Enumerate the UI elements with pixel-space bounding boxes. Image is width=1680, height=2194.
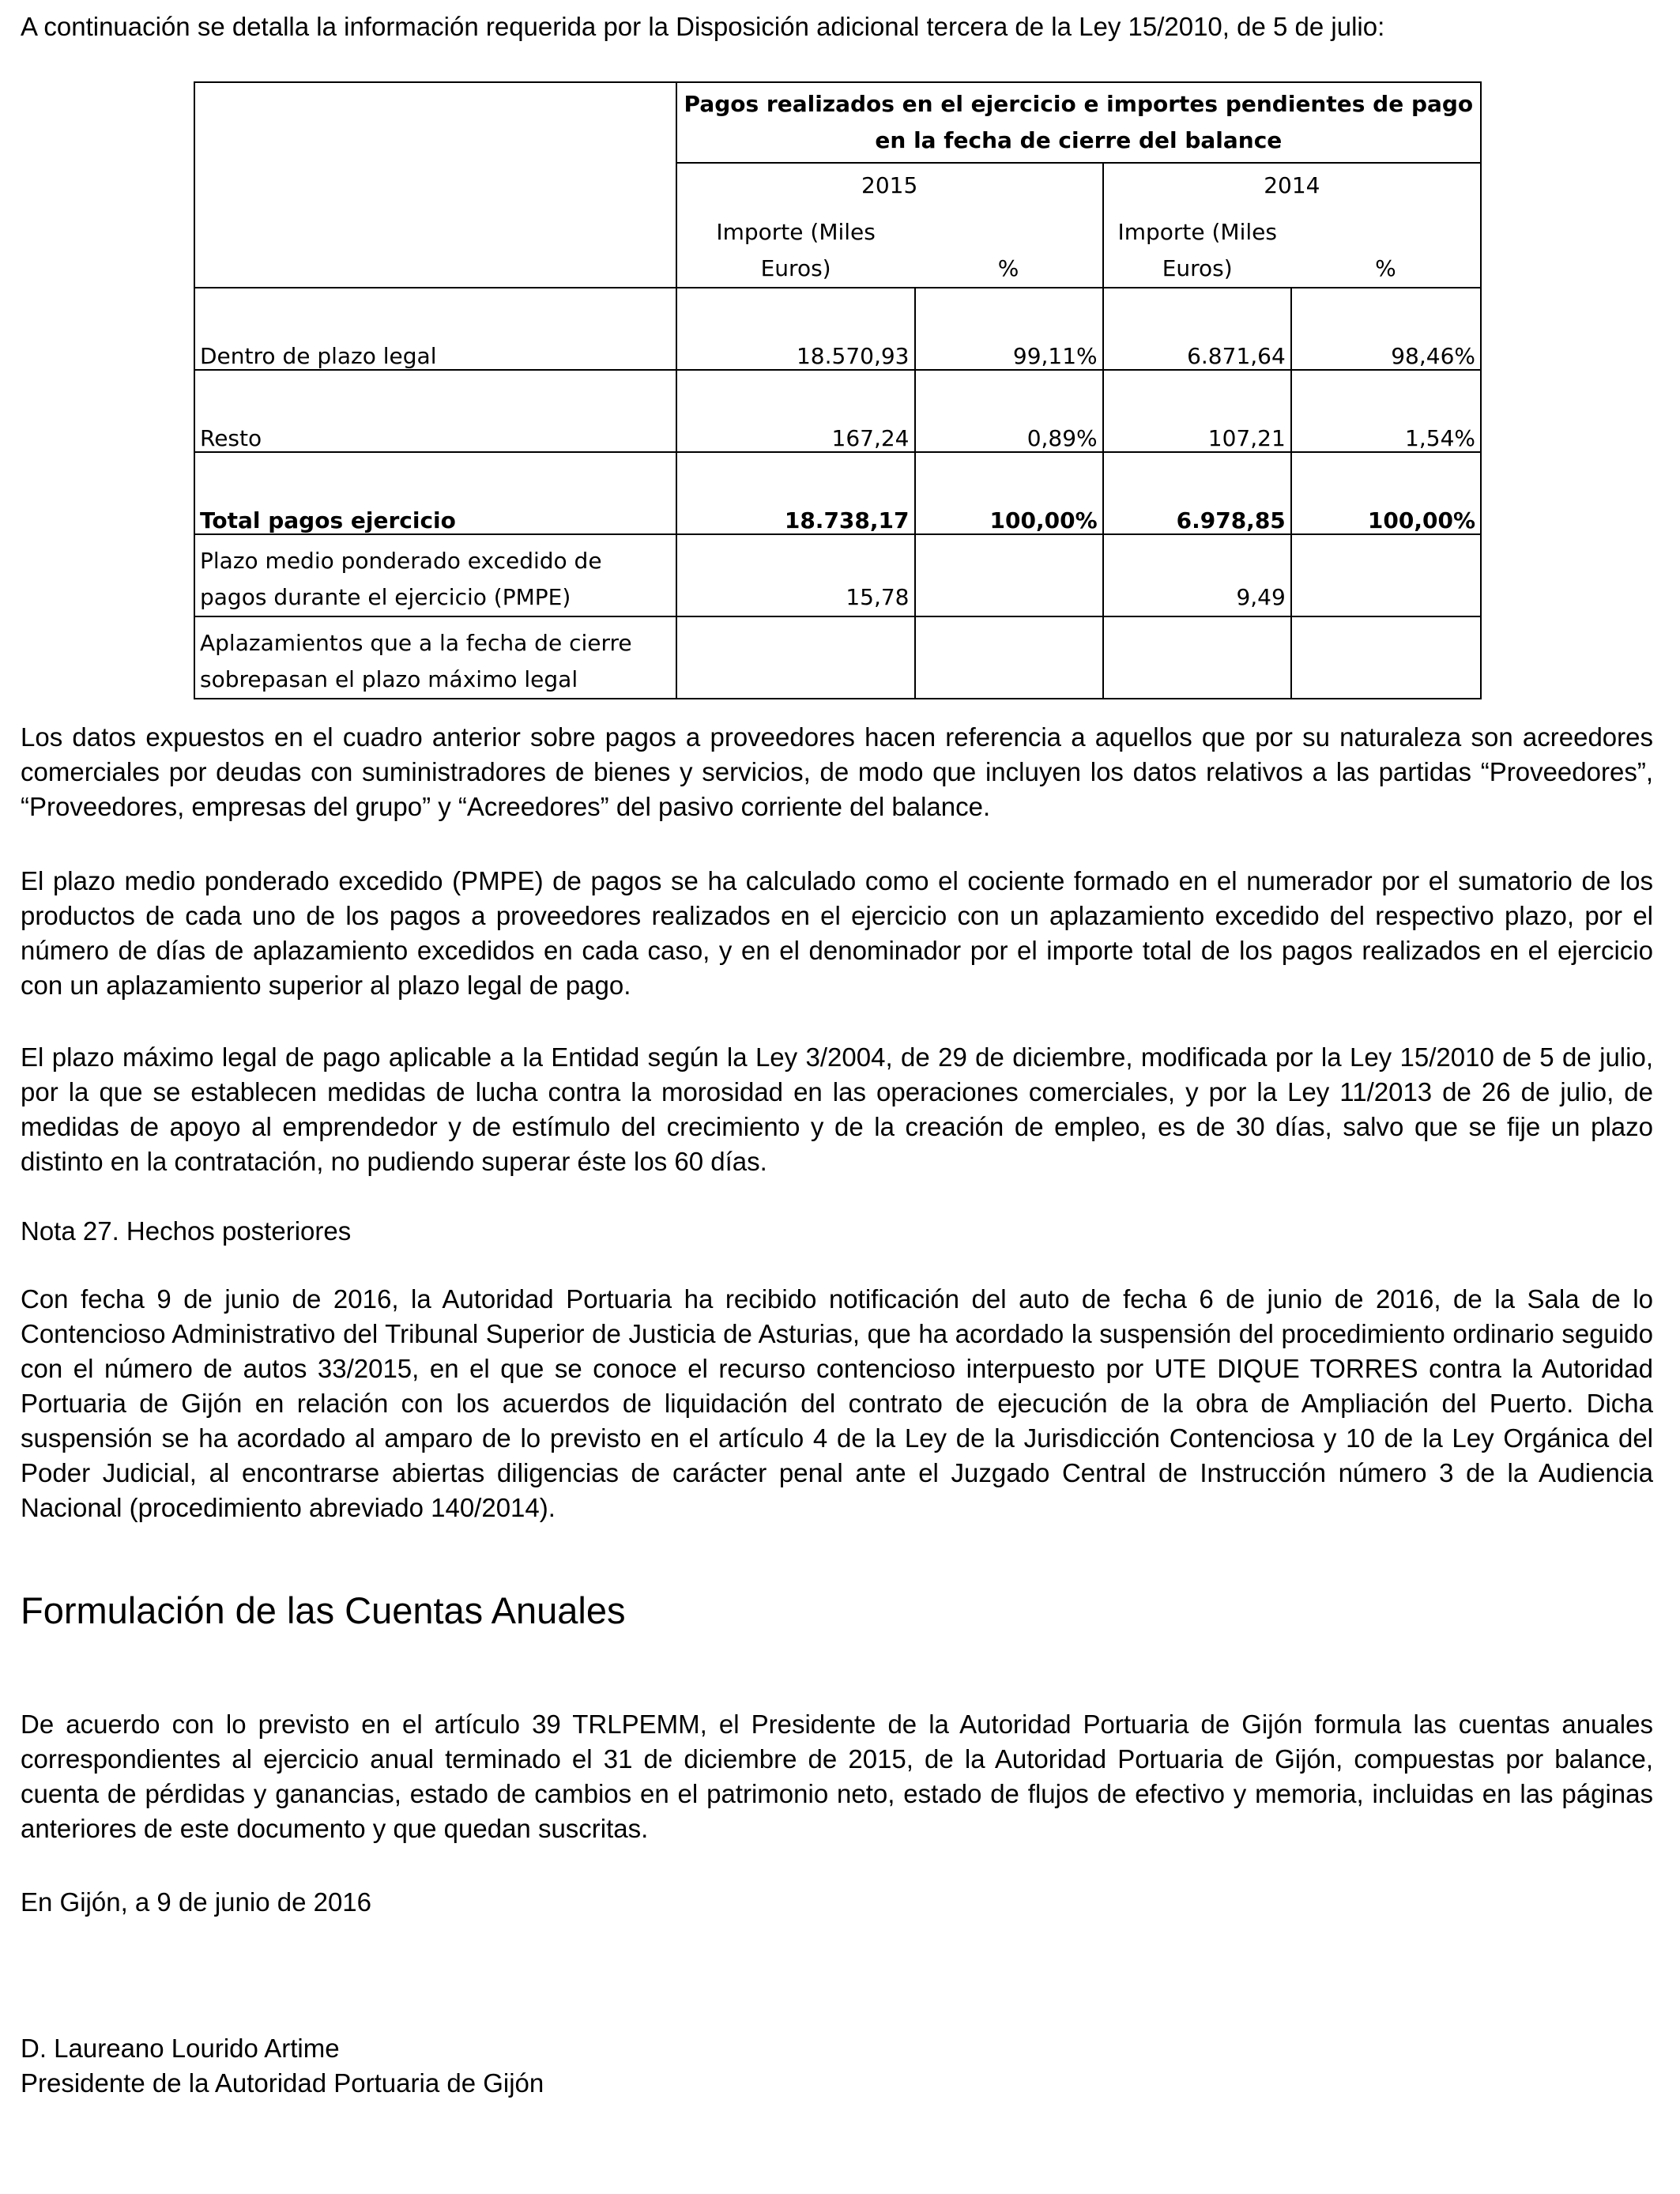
cell-importe-2014: 6.978,85 xyxy=(1103,452,1291,534)
row-label: Plazo medio ponderado excedido de pagos durante el ejercicio (PMPE) xyxy=(194,534,676,616)
cell-importe-2015: 167,24 xyxy=(676,370,915,452)
cell-importe-2014: 107,21 xyxy=(1103,370,1291,452)
row-label: Total pagos ejercicio xyxy=(194,452,676,534)
cell-pct-2014: 98,46% xyxy=(1291,288,1481,370)
table-row-total xyxy=(194,452,1481,534)
table-row xyxy=(194,370,1481,452)
cell-importe-2014 xyxy=(1103,616,1291,699)
place-date: En Gijón, a 9 de junio de 2016 xyxy=(21,1887,372,1917)
cell-importe-2014: 9,49 xyxy=(1103,534,1291,616)
payments-table xyxy=(194,81,1482,699)
table-row xyxy=(194,288,1481,370)
table-main-header: Pagos realizados en el ejercicio e importes pendientes de pago en la fecha de cierre del balance xyxy=(676,82,1481,163)
cell-pct-2015: 0,89% xyxy=(915,370,1103,452)
section-heading: Formulación de las Cuentas Anuales xyxy=(21,1589,626,1631)
col-importe-2015: Importe (Miles Euros) xyxy=(676,206,915,288)
cell-pct-2015 xyxy=(915,534,1103,616)
intro-paragraph: A continuación se detalla la información requerida por la Disposición adicional tercera de la Ley 15/2010, de 5 de julio: xyxy=(21,12,1385,41)
row-label: Aplazamientos que a la fecha de cierre sobrepasan el plazo máximo legal xyxy=(194,616,676,699)
year-2015-header: 2015 xyxy=(676,163,1103,206)
note-27-title: Nota 27. Hechos posteriores xyxy=(21,1216,352,1246)
row-label: Resto xyxy=(194,370,676,452)
cell-importe-2014: 6.871,64 xyxy=(1103,288,1291,370)
col-pct-2015: % xyxy=(997,255,1019,281)
cell-importe-2015 xyxy=(676,616,915,699)
signatory-title: Presidente de la Autoridad Portuaria de Gijón xyxy=(21,2068,544,2098)
cell-pct-2014 xyxy=(1291,534,1481,616)
cell-pct-2014 xyxy=(1291,616,1481,699)
paragraph-plazo-maximo: El plazo máximo legal de pago aplicable a la Entidad según la Ley 3/2004, de 29 de diciembre, modificada por la Ley 15/2010 de 5 de julio, por la que se establecen medidas de lucha contra la morosidad en las operaciones comerciales, y por la Ley 11/2013 de 26 de julio, de medidas de apoyo al emprendedor y de estímulo del crecimiento y de la creación de empleo, es de 30 días, salvo que se fije un plazo distinto en la contratación, no pudiendo superar éste los 60 días. xyxy=(21,1042,1653,1176)
cell-pct-2015: 99,11% xyxy=(915,288,1103,370)
row-label: Dentro de plazo legal xyxy=(194,288,676,370)
table-row xyxy=(194,616,1481,699)
paragraph-pmpe: El plazo medio ponderado excedido (PMPE) de pagos se ha calculado como el cociente formado en el numerador por el sumatorio de los productos de cada uno de los pagos a proveedores realizados en el ejercicio con un aplazamiento excedido del respectivo plazo, por el número de días de aplazamiento excedidos en cada caso, y en el denominador por el importe total de los pagos realizados en el ejercicio con un aplazamiento superior al plazo legal de pago. xyxy=(21,866,1653,1000)
cell-pct-2014: 1,54% xyxy=(1291,370,1481,452)
paragraph-proveedores: Los datos expuestos en el cuadro anterior sobre pagos a proveedores hacen referencia a aquellos que por su naturaleza son acreedores comerciales por deudas con suministradores de bienes y servicios, de modo que incluyen los datos relativos a las partidas “Proveedores”, “Proveedores, empresas del grupo” y “Acreedores” del pasivo corriente del balance. xyxy=(21,722,1653,821)
cell-importe-2015: 15,78 xyxy=(676,534,915,616)
col-pct-2014: % xyxy=(1291,206,1481,288)
signatory-name: D. Laureano Lourido Artime xyxy=(21,2034,340,2063)
col-importe-2014: Importe (Miles Euros) xyxy=(1103,206,1291,288)
cell-importe-2015: 18.738,17 xyxy=(676,452,915,534)
cell-importe-2015: 18.570,93 xyxy=(676,288,915,370)
cell-pct-2015 xyxy=(915,616,1103,699)
cell-pct-2014: 100,00% xyxy=(1291,452,1481,534)
paragraph-hechos-posteriores: Con fecha 9 de junio de 2016, la Autoridad Portuaria ha recibido notificación del auto de fecha 6 de junio de 2016, de la Sala de lo Contencioso Administrativo del Tribunal Superior de Justicia de Asturias, que ha acordado la suspensión del procedimiento ordinario seguido con el número de autos 33/2015, en el que se conoce el recurso contencioso interpuesto por UTE DIQUE TORRES contra la Autoridad Portuaria de Gijón en relación con los acuerdos de liquidación del contrato de ejecución de la obra de Ampliación del Puerto. Dicha suspensión se ha acordado al amparo de lo previsto en el artículo 4 de la Ley de la Jurisdicción Contenciosa y 10 de la Ley Orgánica del Poder Judicial, al encontrarse abiertas diligencias de carácter penal ante el Juzgado Central de Instrucción número 3 de la Audiencia Nacional (procedimiento abreviado 140/2014). xyxy=(21,1284,1653,1522)
cell-pct-2015: 100,00% xyxy=(915,452,1103,534)
paragraph-formulacion: De acuerdo con lo previsto en el artículo 39 TRLPEMM, el Presidente de la Autoridad Portuaria de Gijón formula las cuentas anuales correspondientes al ejercicio anual terminado el 31 de diciembre de 2015, de la Autoridad Portuaria de Gijón, compuestas por balance, cuenta de pérdidas y ganancias, estado de cambios en el patrimonio neto, estado de flujos de efectivo y memoria, incluidas en las páginas anteriores de este documento y que quedan suscritas. xyxy=(21,1710,1653,1843)
table-corner-cell xyxy=(194,82,676,288)
table-row xyxy=(194,534,1481,616)
year-2014-header: 2014 xyxy=(1103,163,1481,206)
